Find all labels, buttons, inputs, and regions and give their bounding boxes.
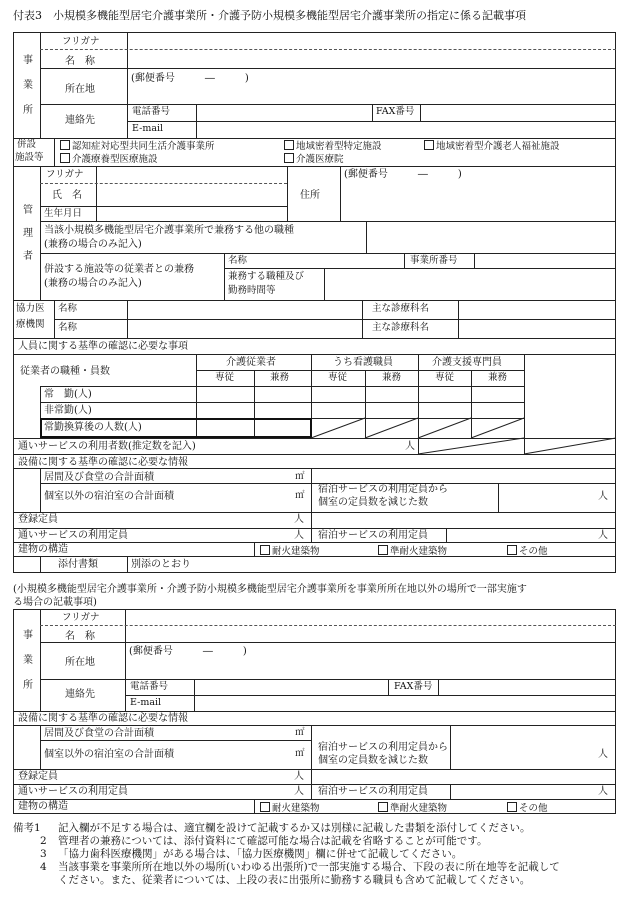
form-title: 付表3 小規模多機能型居宅介護事業所・介護予防小規模多機能型居宅介護事業所の指定に係る記載事項 — [13, 9, 526, 22]
facility-living-sqm: ㎡ — [295, 471, 305, 482]
medical-dept-label-2: 主な診療科名 — [372, 322, 430, 333]
manager-section-char-2: 理 — [23, 228, 33, 239]
note-number-3: 3 — [40, 848, 47, 860]
manager-section-char-3: 者 — [23, 251, 33, 262]
branch-living-area-label: 居間及び食堂の合計面積 — [44, 728, 154, 739]
checkbox-icon[interactable] — [284, 153, 294, 163]
office-section-char-2: 業 — [23, 80, 33, 91]
structure-option-fireproof[interactable]: 耐火建築物 — [260, 545, 320, 557]
branch-lodging-label-1: 宿泊サービスの利用定員から — [318, 742, 448, 753]
office-email-label: E-mail — [132, 123, 164, 134]
checkbox-icon[interactable] — [284, 140, 294, 150]
branch-phone-label: 電話番号 — [130, 681, 169, 692]
facility-registered-unit: 人 — [294, 514, 304, 525]
staffing-part-1: 兼務 — [270, 372, 290, 383]
branch-room-sqm: ㎡ — [295, 748, 305, 759]
branch-structure-option-fireproof[interactable]: 耐火建築物 — [260, 802, 320, 814]
branch-contact-label: 連絡先 — [65, 689, 95, 700]
staffing-group-3: 介護支援専門員 — [432, 357, 502, 368]
note-item-4: 当該事業を事業所所在地以外の場所(いわゆる出張所)で一部実施する場合、下段の表に所在地等を記載して — [58, 861, 560, 873]
facility-day-capacity-label: 通いサービスの利用定員 — [18, 530, 128, 541]
facility-registered-label: 登録定員 — [18, 514, 58, 525]
combined-option-2[interactable]: 地域密着型特定施設 — [284, 140, 382, 152]
users-diagonal-lines — [418, 438, 616, 454]
manager-duty-1: 兼務する職種及び — [228, 271, 305, 282]
branch-section-char-3: 所 — [23, 680, 33, 691]
facility-lodging-label-2: 個室の定員数を減じた数 — [318, 497, 428, 508]
manager-address-label: 住所 — [300, 190, 320, 201]
attached-docs-label: 添付書類 — [58, 559, 98, 570]
medical-label-1: 協力医 — [16, 303, 45, 314]
manager-facility-name-label: 名称 — [228, 255, 248, 266]
branch-registered-label: 登録定員 — [18, 771, 58, 782]
facility-living-area-label: 居間及び食堂の合計面積 — [44, 472, 154, 483]
branch-fax-label: FAX番号 — [394, 681, 433, 692]
office-contact-label: 連絡先 — [65, 115, 95, 126]
branch-day-capacity-label: 通いサービスの利用定員 — [18, 786, 128, 797]
branch-stay-capacity-label: 宿泊サービスの利用定員 — [318, 786, 428, 797]
structure-option-semi-fireproof[interactable]: 準耐火建築物 — [378, 545, 447, 557]
branch-lodging-unit: 人 — [598, 749, 608, 760]
facility-heading: 設備に関する基準の確認に必要な情報 — [18, 457, 188, 468]
office-name-label: 名 称 — [65, 56, 95, 67]
note-number-4: 4 — [40, 861, 47, 873]
manager-office-number-label: 事業所番号 — [410, 255, 458, 266]
facility-stay-capacity-unit: 人 — [598, 530, 608, 541]
facility-room-area-label: 個室以外の宿泊室の合計面積 — [44, 491, 174, 502]
branch-postal: (郵便番号 ― ) — [129, 646, 247, 657]
manager-furigana-label: フリガナ — [46, 169, 84, 180]
medical-label-2: 療機関 — [16, 319, 45, 330]
manager-facility-staff-2: (兼務の場合のみ記入) — [44, 278, 142, 289]
staffing-heading: 人員に関する基準の確認に必要な事項 — [18, 341, 188, 352]
branch-registered-unit: 人 — [294, 771, 304, 782]
note-item-2: 管理者の兼務については、添付資料にて確認可能な場合は記載を省略することが可能です。 — [58, 835, 488, 847]
staffing-category-label: 従業者の職種・員数 — [20, 366, 110, 377]
staffing-group-1: 介護従業者 — [226, 357, 276, 368]
branch-lodging-label-2: 個室の定員数を減じた数 — [318, 755, 428, 766]
office-section-char-3: 所 — [23, 105, 33, 116]
staffing-row-parttime: 非常勤(人) — [44, 405, 92, 416]
facility-structure-label: 建物の構造 — [18, 544, 68, 555]
checkbox-icon[interactable] — [378, 802, 388, 812]
note-item-1: 記入欄が不足する場合は、適宜欄を設けて記載するか又は別様に記載した書類を添付してください。 — [58, 822, 531, 834]
structure-option-other[interactable]: その他 — [507, 545, 548, 557]
combined-label-2: 施設等 — [15, 152, 44, 163]
facility-lodging-label-1: 宿泊サービスの利用定員から — [318, 484, 448, 495]
checkbox-icon[interactable] — [507, 802, 517, 812]
manager-other-duty-1: 当該小規模多機能型居宅介護事業所で兼務する他の職種 — [44, 225, 294, 236]
staffing-row-fulltime: 常 勤(人) — [44, 389, 92, 400]
branch-day-capacity-unit: 人 — [294, 786, 304, 797]
combined-option-1[interactable]: 認知症対応型共同生活介護事業所 — [60, 140, 215, 152]
branch-room-area-label: 個室以外の宿泊室の合計面積 — [44, 749, 174, 760]
checkbox-icon[interactable] — [424, 140, 434, 150]
branch-section-char-1: 事 — [23, 630, 33, 641]
checkbox-icon[interactable] — [260, 545, 270, 555]
attached-docs-value: 別添のとおり — [131, 559, 191, 570]
branch-living-sqm: ㎡ — [295, 727, 305, 738]
branch-email-label: E-mail — [130, 697, 162, 708]
combined-option-5[interactable]: 介護医療院 — [284, 153, 344, 165]
facility-day-capacity-unit: 人 — [294, 530, 304, 541]
branch-address-label: 所在地 — [65, 657, 95, 668]
staffing-full-3: 専従 — [435, 372, 455, 383]
staffing-part-2: 兼務 — [382, 372, 402, 383]
manager-postal: (郵便番号 ― ) — [344, 169, 462, 180]
office-postal: (郵便番号 ― ) — [131, 73, 249, 84]
branch-stay-capacity-unit: 人 — [598, 786, 608, 797]
manager-name-label: 氏 名 — [52, 190, 82, 201]
medical-name-label-2: 名称 — [58, 322, 78, 333]
facility-lodging-unit: 人 — [598, 491, 608, 502]
medical-dept-label-1: 主な診療科名 — [372, 303, 430, 314]
branch-structure-option-semi-fireproof[interactable]: 準耐火建築物 — [378, 802, 447, 814]
checkbox-icon[interactable] — [507, 545, 517, 555]
branch-intro-line-1: (小規模多機能型居宅介護事業所・介護予防小規模多機能型居宅介護事業所を事業所所在地以外の場所で一部実施す — [13, 584, 527, 595]
office-section-char-1: 事 — [23, 55, 33, 66]
branch-facility-heading: 設備に関する基準の確認に必要な情報 — [18, 713, 188, 724]
combined-label-1: 併設 — [17, 139, 37, 150]
note-item-5: ください。また、従業者については、上段の表に出張所に勤務する職員も含めて記載してください。 — [58, 874, 531, 886]
office-phone-label: 電話番号 — [132, 106, 171, 117]
staffing-users-label: 通いサービスの利用者数(推定数を記入) — [18, 441, 196, 452]
notes-label: 備考1 — [13, 822, 41, 834]
staffing-users-unit: 人 — [405, 441, 415, 452]
staffing-row-fte: 常勤換算後の人数(人) — [44, 422, 142, 433]
office-furigana-label: フリガナ — [62, 36, 100, 47]
checkbox-icon[interactable] — [378, 545, 388, 555]
manager-birth-label: 生年月日 — [44, 208, 83, 219]
staffing-group-2: うち看護職員 — [333, 357, 393, 368]
combined-option-4[interactable]: 介護療養型医療施設 — [60, 153, 158, 165]
checkbox-icon[interactable] — [60, 153, 70, 163]
fte-diagonal-lines — [311, 418, 524, 438]
manager-other-duty-2: (兼務の場合のみ記入) — [44, 239, 142, 250]
staffing-full-1: 専従 — [215, 372, 235, 383]
staffing-full-2: 専従 — [328, 372, 348, 383]
manager-duty-2: 勤務時間等 — [228, 285, 276, 296]
branch-structure-option-other[interactable]: その他 — [507, 802, 548, 814]
checkbox-icon[interactable] — [60, 140, 70, 150]
note-number-2: 2 — [40, 835, 47, 847]
branch-furigana-label: フリガナ — [62, 612, 100, 623]
branch-name-label: 名 称 — [65, 631, 95, 642]
branch-section-char-2: 業 — [23, 655, 33, 666]
facility-room-sqm: ㎡ — [295, 490, 305, 501]
office-fax-label: FAX番号 — [376, 106, 415, 117]
office-address-label: 所在地 — [65, 84, 95, 95]
facility-stay-capacity-label: 宿泊サービスの利用定員 — [318, 530, 428, 541]
combined-option-3[interactable]: 地域密着型介護老人福祉施設 — [424, 140, 560, 152]
staffing-part-3: 兼務 — [488, 372, 508, 383]
branch-intro-line-2: る場合の記載事項) — [13, 597, 97, 608]
manager-facility-staff-1: 併設する施設等の従業者との兼務 — [44, 264, 194, 275]
manager-section-char-1: 管 — [23, 205, 33, 216]
medical-name-label-1: 名称 — [58, 303, 78, 314]
checkbox-icon[interactable] — [260, 802, 270, 812]
branch-structure-label: 建物の構造 — [18, 801, 68, 812]
note-item-3: 「協力歯科医療機関」がある場合は、「協力医療機関」欄に併せて記載してください。 — [58, 848, 463, 860]
